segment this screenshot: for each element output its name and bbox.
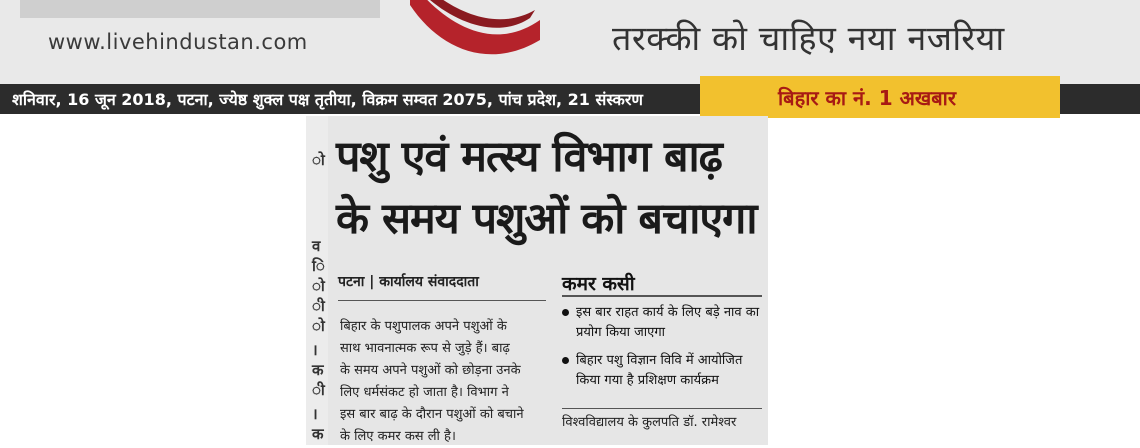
sidebar-box-title: कमर कसी	[562, 273, 635, 295]
bullet-item: बिहार पशु विज्ञान विवि में आयोजित किया गया है प्रशिक्षण कार्यक्रम	[562, 351, 762, 391]
bullet-item: इस बार राहत कार्य के लिए बड़े नाव का प्रयोग किया जाएगा	[562, 303, 762, 343]
adjacent-column-char: क	[312, 425, 324, 443]
body-line: इस बार बाढ़ के दौरान पशुओं को बचाने	[340, 407, 524, 422]
headline	[336, 126, 766, 250]
bullet-icon	[562, 309, 569, 316]
body-line: बिहार के पशुपालक अपने पशुओं के	[340, 319, 507, 334]
body-line: के समय अपने पशुओं को छोड़ना उनके	[340, 363, 521, 378]
site-url: www.livehindustan.com	[48, 30, 308, 54]
newspaper-logo-icon	[400, 0, 550, 60]
adjacent-column-char: ी	[312, 381, 325, 399]
byline-separator: |	[369, 274, 380, 290]
adjacent-column-char: क	[312, 361, 324, 379]
adjacent-column-char: ।	[312, 341, 318, 359]
adjacent-column-char: व	[312, 237, 321, 255]
article-body	[340, 316, 550, 448]
body-line: के लिए कमर कस ली है।	[340, 429, 456, 444]
adjacent-column-char: ी	[312, 297, 325, 315]
body-line: साथ भावनात्मक रूप से जुड़े हैं। बाढ़	[340, 341, 510, 356]
headline-line-1: पशु एवं मत्स्य विभाग बाढ़	[336, 132, 722, 182]
continuation-text: विश्वविद्यालय के कुलपति डॉ. रामेश्वर	[562, 415, 737, 430]
badge-text: बिहार का नं. 1 अखबार	[778, 86, 957, 110]
sidebar-bottom-rule	[562, 408, 762, 409]
adjacent-column-char: ो	[312, 277, 325, 295]
adjacent-column-char: ो	[312, 317, 325, 335]
byline-rule	[338, 300, 546, 301]
dateline: शनिवार, 16 जून 2018, पटना, ज्येष्ठ शुक्ल पक्ष तृतीया, विक्रम सम्वत 2075, पांच प्रदेश, 21 संस्करण	[12, 90, 643, 109]
headline-line-2: के समय पशुओं को बचाएगा	[336, 194, 757, 244]
body-line: लिए धर्मसंकट हो जाता है। विभाग ने	[340, 385, 509, 400]
byline-source: कार्यालय संवाददाता	[379, 274, 479, 290]
dateline-bar-end	[1085, 84, 1140, 114]
sidebar-box-rule	[562, 295, 762, 297]
adjacent-column-char: ो	[312, 151, 325, 169]
sidebar-bullets	[562, 303, 762, 399]
byline	[338, 272, 479, 291]
adjacent-column-char: ि	[312, 257, 325, 275]
adjacent-column-char: ।	[312, 405, 318, 423]
bullet-icon	[562, 357, 569, 364]
tagline: तरक्की को चाहिए नया नजरिया	[612, 19, 1005, 59]
logo-band	[20, 0, 380, 18]
byline-city: पटना	[338, 274, 365, 290]
